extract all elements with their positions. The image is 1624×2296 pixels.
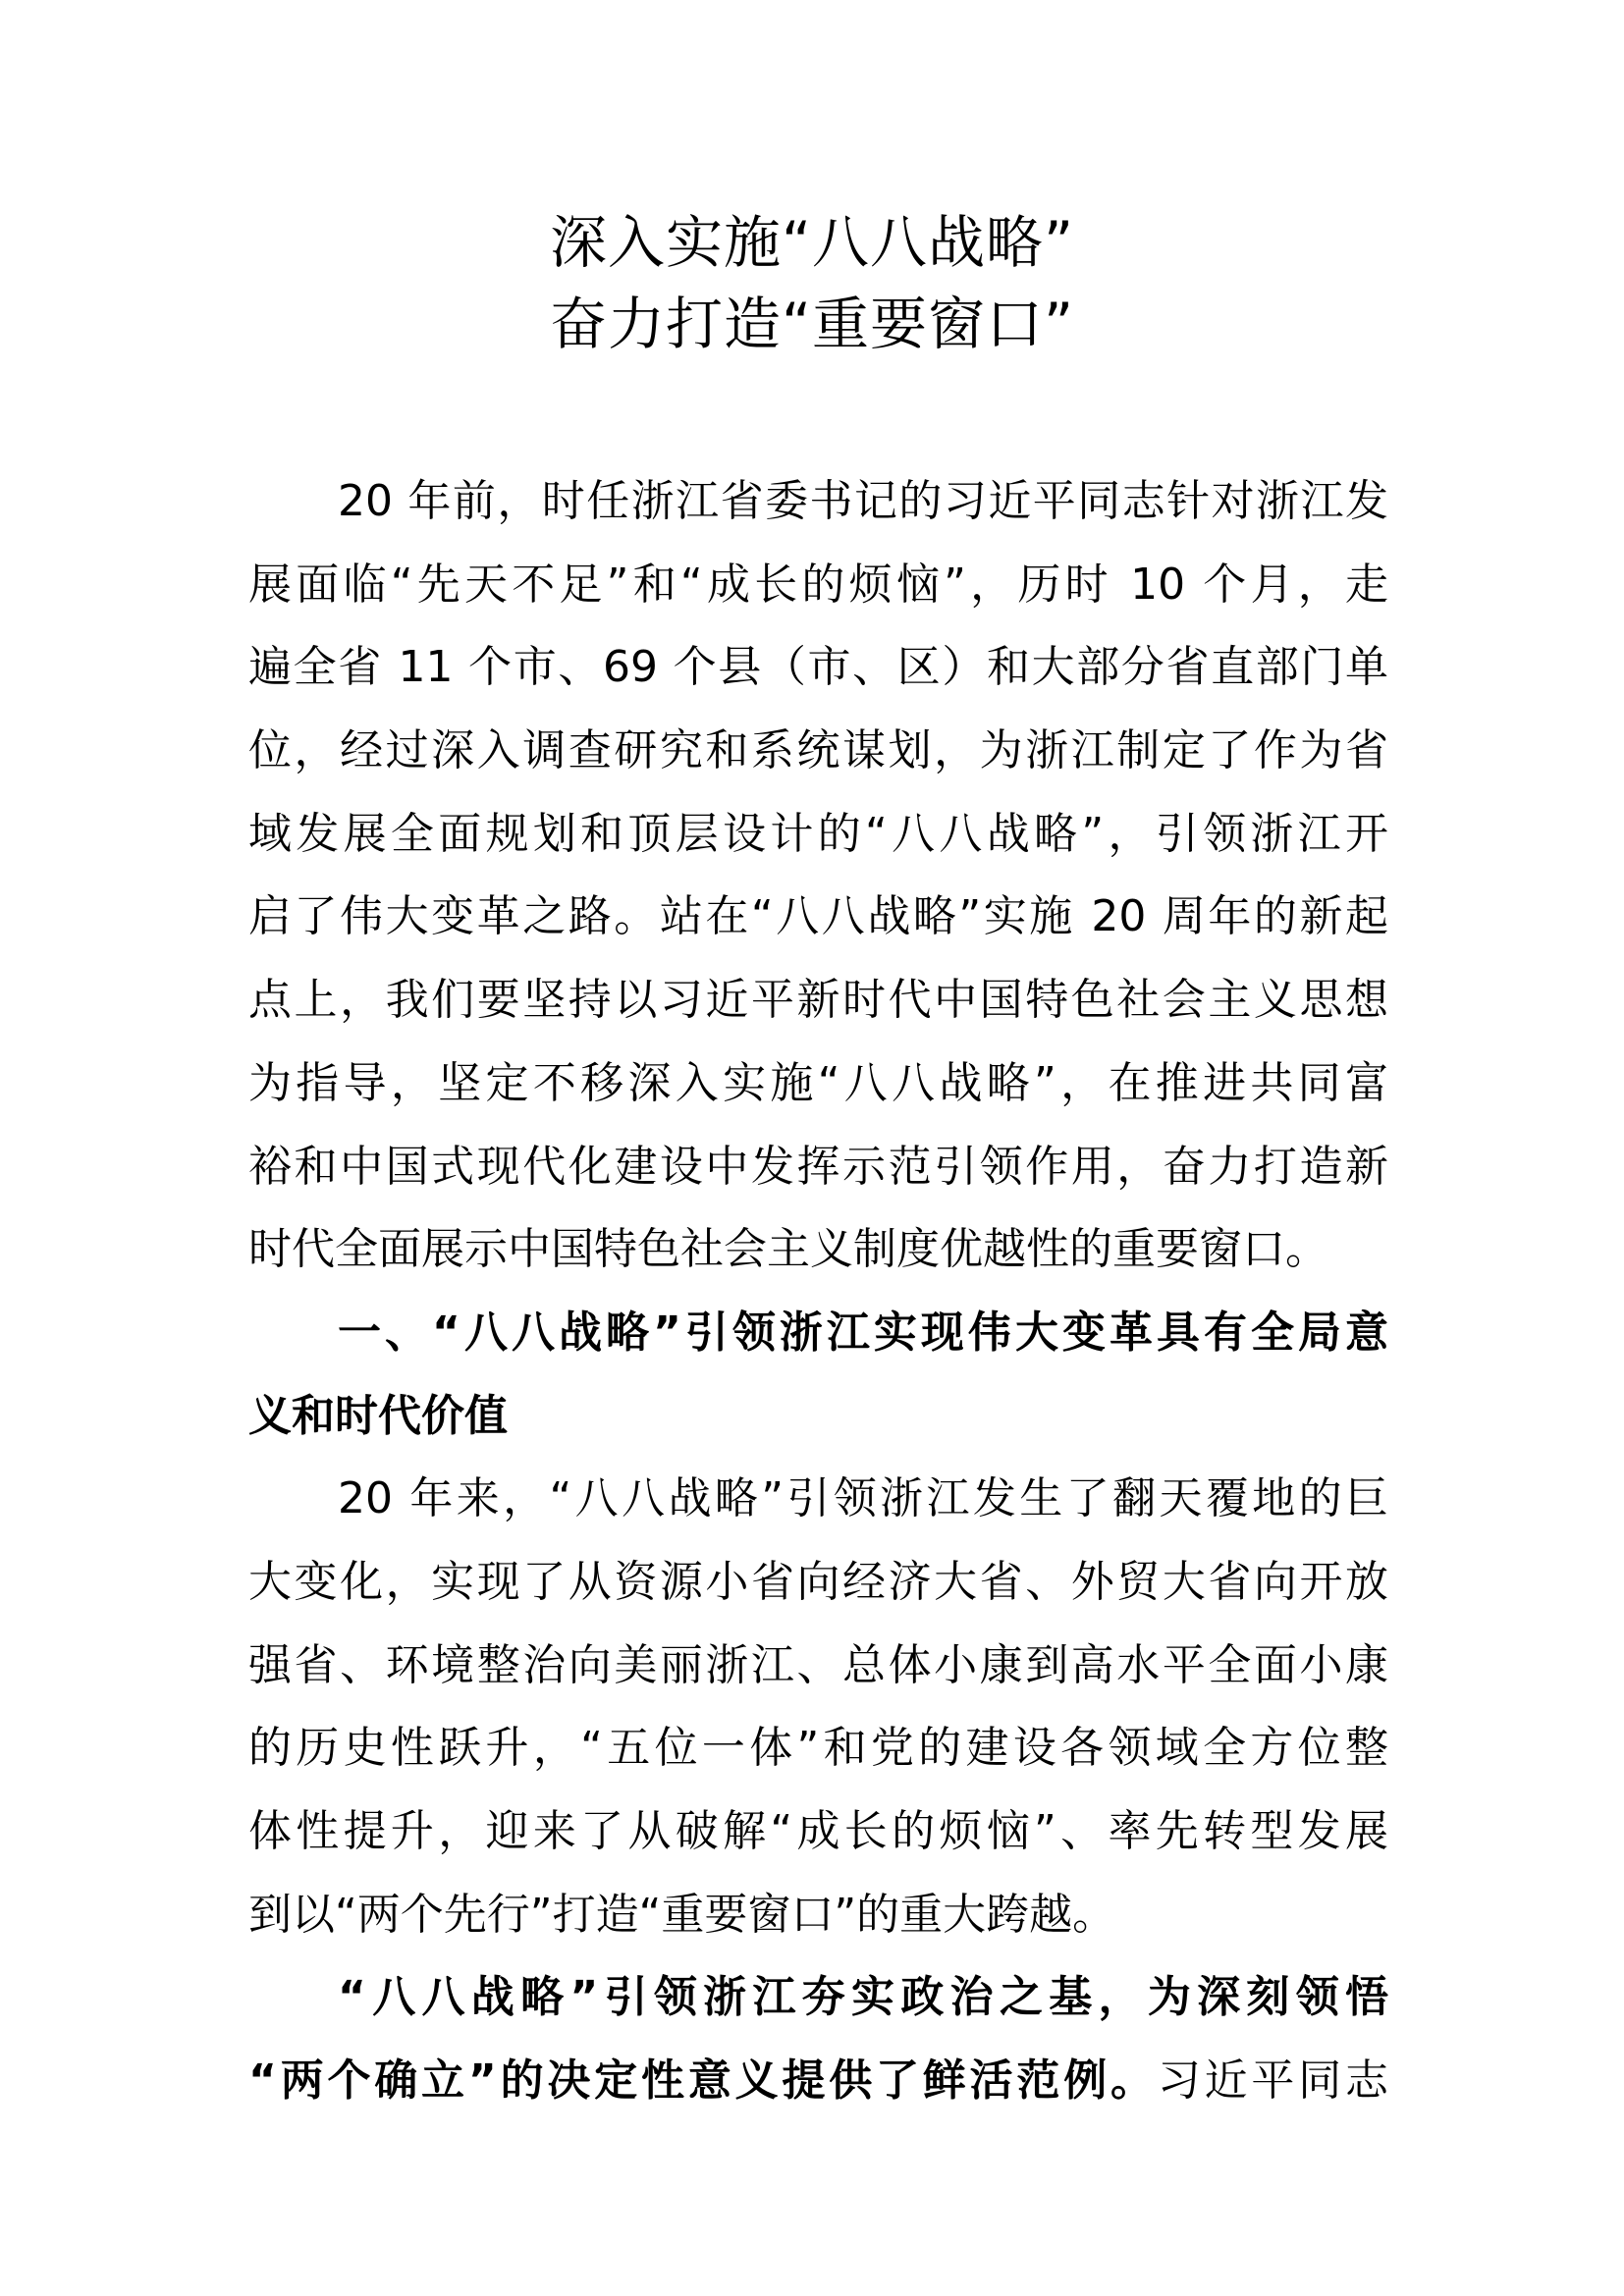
paragraph-section1 (248, 1458, 1388, 1956)
title-line-2: 奋力打造“重要窗口” (549, 291, 1075, 357)
text-line: 时代全面展示中国特色社会主义制度优越性的重要窗口。 (248, 1224, 1328, 1275)
text-line: 展面临“先天不足”和“成长的烦恼”，历时 10 个月，走 (248, 559, 1388, 610)
title-line-1: 深入实施“八八战略” (549, 209, 1075, 276)
text-line: 遍全省 11 个市、69 个县（市、区）和大部分省直部门单 (248, 642, 1388, 693)
document-body (248, 460, 1388, 2123)
text-line: 大变化，实现了从资源小省向经济大省、外贸大省向开放 (248, 1556, 1388, 1607)
text-line: 到以“两个先行”打造“重要窗口”的重大跨越。 (248, 1889, 1116, 1940)
regular-text: 习近平同志 (1157, 2056, 1389, 2107)
heading-line: 义和时代价值 (248, 1390, 508, 1441)
text-line: 20 年来，“八八战略”引领浙江发生了翻天覆地的巨 (338, 1473, 1388, 1524)
bold-lead-text: “两个确立”的决定性意义提供了鲜活范例。 (248, 2056, 1158, 2107)
bold-lead-line: “八八战略”引领浙江夯实政治之基，为深刻领悟 (338, 1972, 1388, 2023)
section-heading-1 (248, 1292, 1388, 1458)
text-line: 裕和中国式现代化建设中发挥示范引领作用，奋力打造新 (248, 1141, 1388, 1192)
paragraph-intro (248, 460, 1388, 1292)
text-line: 域发展全面规划和顶层设计的“八八战略”，引领浙江开 (248, 808, 1388, 859)
text-line (248, 2040, 1388, 2123)
text-line: 强省、环境整治向美丽浙江、总体小康到高水平全面小康 (248, 1639, 1388, 1690)
text-line: 20 年前，时任浙江省委书记的习近平同志针对浙江发 (338, 476, 1388, 526)
text-line: 位，经过深入调查研究和系统谋划，为浙江制定了作为省 (248, 725, 1388, 776)
heading-line: 一、“八八战略”引领浙江实现伟大变革具有全局意 (338, 1307, 1388, 1358)
text-line: 的历史性跃升，“五位一体”和党的建设各领域全方位整 (248, 1723, 1388, 1774)
text-line: 启了伟大变革之路。站在“八八战略”实施 20 周年的新起 (248, 891, 1388, 942)
paragraph-political-foundation (248, 1956, 1388, 2122)
text-line: 体性提升，迎来了从破解“成长的烦恼”、率先转型发展 (248, 1806, 1388, 1856)
document-title (0, 202, 1624, 365)
text-line: 为指导，坚定不移深入实施“八八战略”，在推进共同富 (248, 1057, 1388, 1108)
text-line: 点上，我们要坚持以习近平新时代中国特色社会主义思想 (248, 975, 1388, 1026)
